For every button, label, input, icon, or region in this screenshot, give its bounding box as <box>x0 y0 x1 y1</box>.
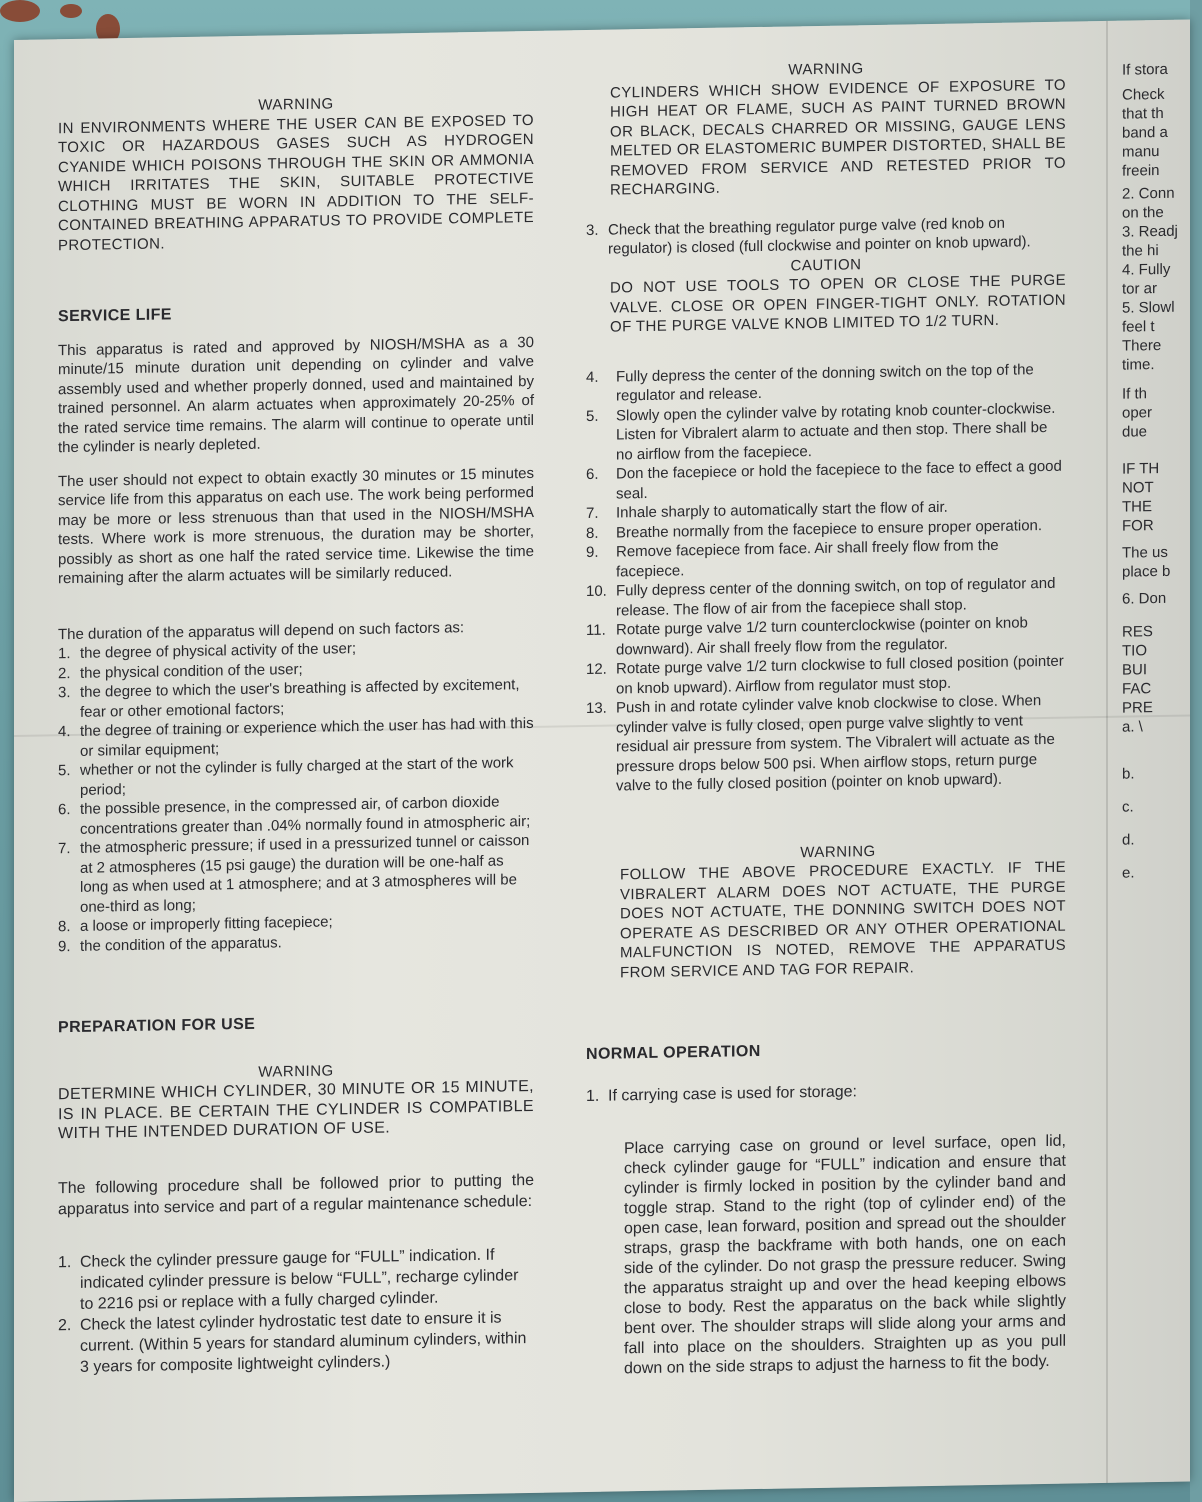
list-item: 13. Push in and rotate cylinder valve knob clockwise to close. When cylinder valve is fully closed, open purge valve slightly to vent residual air pressure from system. The Vibralert will actuate as the pressure drops below 500 psi. When airflow stops, return purge valve to the fully closed position (pointer on knob upward). <box>586 692 1055 795</box>
text-fragment: 6. Don <box>1122 589 1167 608</box>
text-fragment: NOT <box>1122 479 1154 497</box>
service-life-paragraph: The user should not expect to obtain exactly 30 minutes or 15 minutes service life from this apparatus on each use. The work being performed may be more or less strenuous than that used in the NIOSH/MSHA tests. Where work is more strenuous, the duration may be shorter, possibly as short as one half the rated service time. Likewise the time remaining after the alarm actuates will be similarly reduced. <box>58 464 534 588</box>
text-fragment: The us <box>1122 543 1168 562</box>
text-fragment: place b <box>1122 562 1171 581</box>
list-item: 2. the physical condition of the user; <box>58 660 303 682</box>
text-fragment: a. \ <box>1122 718 1143 736</box>
text-fragment: BUI <box>1122 661 1148 679</box>
service-life-paragraph: This apparatus is rated and approved by NIOSH/MSHA as a 30 minute/15 minute duration unit depending on cylinder and valve assembly used and whether properly donned, used and maintained by trained personnel. An alarm actuates when approximately 20-25% of the rated service time remains. The alarm will continue to operate until the cylinder is nearly depleted. <box>58 333 534 457</box>
caution-title: CAUTION <box>790 255 862 274</box>
column-left <box>58 91 534 1378</box>
text-fragment: PRE <box>1122 699 1153 717</box>
text-fragment: FOR <box>1122 517 1154 535</box>
text-fragment: on the <box>1122 203 1164 222</box>
list-item: 4. Fully depress the center of the donning switch on the top of the regulator and release. <box>586 360 1034 405</box>
text-fragment: the hi <box>1122 242 1159 260</box>
text-fragment: 2. Conn <box>1122 184 1175 203</box>
list-item: 5. whether or not the cylinder is fully charged at the start of the work period; <box>58 754 514 799</box>
normal-operation-paragraph: Place carrying case on ground or level surface, open lid, check cylinder gauge for “FULL” indication and ensure that cylinder is firmly locked in position by the cylinder band and toggle strap. Stand to the right (top of cylinder end) of the open case, lean forward, position and spread out the shoulder straps, grasp the backframe with both hands, one on each side of the cylinder. Do not grasp the pressure reducer. Swing the apparatus straight up and over the head keeping elbows close to body. Rest the apparatus on the back while slightly bent over. The shoulder straps will slide along your arms and fall into place on the shoulders. Straighten up as you pull down on the side straps to adjust the harness to fit the body. <box>624 1132 1066 1378</box>
text-fragment: There <box>1122 336 1162 355</box>
factors-intro: The duration of the apparatus will depend on such factors as: <box>58 618 465 643</box>
warning-text: DETERMINE WHICH CYLINDER, 30 MINUTE OR 15 MINUTE, IS IN PLACE. BE CERTAIN THE CYLINDER IS COMPATIBLE WITH THE INTENDED DURATION OF USE. <box>58 1077 534 1143</box>
text-fragment: TIO <box>1122 642 1147 660</box>
text-fragment: c. <box>1122 798 1134 816</box>
text-fragment: that th <box>1122 104 1164 123</box>
list-item: 9. Remove facepiece from face. Air shall freely flow from the facepiece. <box>586 536 999 580</box>
warning-text: FOLLOW THE ABOVE PROCEDURE EXACTLY. IF THE VIBRALERT ALARM DOES NOT ACTUATE, THE PURGE DOES NOT ACTUATE, THE DONNING SWITCH DOES NOT OPERATE AS DESCRIBED OR ANY OTHER OPERATIONAL MALFUNCTION IS NOTED, REMOVE THE APPARATUS FROM SERVICE AND TAG FOR REPAIR. <box>620 858 1066 981</box>
preparation-intro: The following procedure shall be followed prior to putting the apparatus into service and part of a regular maintenance schedule: <box>58 1171 534 1218</box>
text-fragment: Check <box>1122 85 1165 104</box>
list-item: 4. the degree of training or experience which the user has had with this or similar equipment; <box>58 714 534 760</box>
list-item: 5. Slowly open the cylinder valve by rotating knob counter-clockwise. Listen for Vibralert alarm to actuate and then stop. There shall be no airflow from the facepiece. <box>586 399 1056 463</box>
list-item: 7. the atmospheric pressure; if used in a pressurized tunnel or caisson at 2 atmospheres (15 psi gauge) the duration will be one-half as long as when used at 1 atmosphere; and at 3 atmospheres will be one-third as long; <box>58 832 530 916</box>
section-heading-normal-operation: NORMAL OPERATION <box>586 1042 761 1064</box>
stain-mark <box>60 4 82 18</box>
text-fragment: If th <box>1122 385 1148 403</box>
list-item: 6. Don the facepiece or hold the facepiece to the face to effect a good seal. <box>586 457 1062 502</box>
list-item: 1. the degree of physical activity of the user; <box>58 640 356 663</box>
list-item: 6. the possible presence, in the compressed air, of carbon dioxide concentrations greater than .04% normally found in atmospheric air; <box>58 793 531 838</box>
text-fragment: oper <box>1122 404 1153 422</box>
list-item: 11. Rotate purge valve 1/2 turn counterclockwise (pointer on knob downward). Air shall freely flow from the regulator. <box>586 614 1028 658</box>
stain-mark <box>0 0 40 22</box>
warning-title: WARNING <box>800 842 876 861</box>
list-item: 3. Check that the breathing regulator purge valve (red knob on regulator) is closed (full clockwise and pointer on knob upward). <box>586 214 1031 258</box>
text-fragment: time. <box>1122 356 1155 374</box>
text-fragment: e. <box>1122 864 1135 882</box>
text-fragment: IF TH <box>1122 460 1160 478</box>
step-list <box>586 359 1066 796</box>
warning-text: CYLINDERS WHICH SHOW EVIDENCE OF EXPOSURE TO HIGH HEAT OR FLAME, SUCH AS PAINT TURNED BROWN OR BLACK, DECALS CHARRED OR MISSING, GAUGE LENS MELTED OR ELASTOMERIC BUMPER DISTORTED, SHALL BE REMOVED FROM SERVICE AND RETESTED PRIOR TO RECHARGING. <box>610 76 1066 199</box>
list-item: 9. the condition of the apparatus. <box>58 933 282 955</box>
warning-title: WARNING <box>258 95 334 114</box>
text-fragment: feel t <box>1122 318 1155 336</box>
fold-crease-vertical <box>1106 21 1108 1483</box>
warning-text: IN ENVIRONMENTS WHERE THE USER CAN BE EXPOSED TO TOXIC OR HAZARDOUS GASES SUCH AS HYDROGEN CYANIDE WHICH POISONS THROUGH THE SKIN OR AMMONIA WHICH IRRITATES THE SKIN, SUITABLE PROTECTIVE CLOTHING MUST BE WORN IN ADDITION TO THE SELF-CONTAINED BREATHING APPARATUS TO PROVIDE COMPLETE PROTECTION. <box>58 111 534 254</box>
list-item: 2. Check the latest cylinder hydrostatic test date to ensure it is current. (Within 5 years for standard aluminum cylinders, within 3 years for composite lightweight cylinders.) <box>58 1308 527 1376</box>
instruction-sheet <box>14 19 1190 1502</box>
list-item: 1. Check the cylinder pressure gauge for “FULL” indication. If indicated cylinder pressure is below “FULL”, recharge cylinder to 2216 psi or replace with a fully charged cylinder. <box>58 1246 519 1313</box>
text-fragment: FAC <box>1122 680 1152 698</box>
factors-list <box>58 636 534 956</box>
text-fragment: tor ar <box>1122 280 1158 298</box>
warning-title: WARNING <box>258 1061 334 1081</box>
text-fragment: 4. Fully <box>1122 260 1171 279</box>
section-heading-service-life: SERVICE LIFE <box>58 306 172 326</box>
text-fragment: freein <box>1122 162 1160 180</box>
text-fragment: due <box>1122 423 1148 441</box>
text-fragment: manu <box>1122 143 1160 161</box>
list-item: 8. a loose or improperly fitting facepiece; <box>58 913 333 936</box>
text-fragment: band a <box>1122 123 1168 142</box>
text-fragment: b. <box>1122 765 1135 783</box>
list-item: 7. Inhale sharply to automatically start the flow of air. <box>586 498 948 523</box>
list-item: 8. Breathe normally from the facepiece to ensure proper operation. <box>586 516 1043 542</box>
text-fragment: If stora <box>1122 60 1168 79</box>
text-fragment: 3. Readj <box>1122 222 1178 241</box>
warning-title: WARNING <box>788 60 864 79</box>
column-middle <box>586 56 1066 1380</box>
list-item: 3. the degree to which the user's breathing is affected by excitement, fear or other emotional factors; <box>58 676 520 721</box>
text-fragment: 5. Slowl <box>1122 298 1175 317</box>
text-fragment: d. <box>1122 831 1135 849</box>
caution-text: DO NOT USE TOOLS TO OPEN OR CLOSE THE PURGE VALVE. CLOSE OR OPEN FINGER-TIGHT ONLY. ROTATION OF THE PURGE VALVE KNOB LIMITED TO 1/2 TURN. <box>610 271 1066 336</box>
column-right-cutoff <box>1122 59 1202 882</box>
list-item: 10. Fully depress center of the donning switch, on top of regulator and release. The flow of air from the facepiece shall stop. <box>586 574 1056 619</box>
section-heading-preparation: PREPARATION FOR USE <box>58 1015 256 1037</box>
list-item: 1. If carrying case is used for storage: <box>586 1082 857 1105</box>
list-item: 12. Rotate purge valve 1/2 turn clockwise to full closed position (pointer on knob upward). Airflow from regulator must stop. <box>586 652 1064 697</box>
text-fragment: RES <box>1122 623 1153 641</box>
text-fragment: THE <box>1122 498 1152 516</box>
preparation-steps <box>58 1243 534 1377</box>
